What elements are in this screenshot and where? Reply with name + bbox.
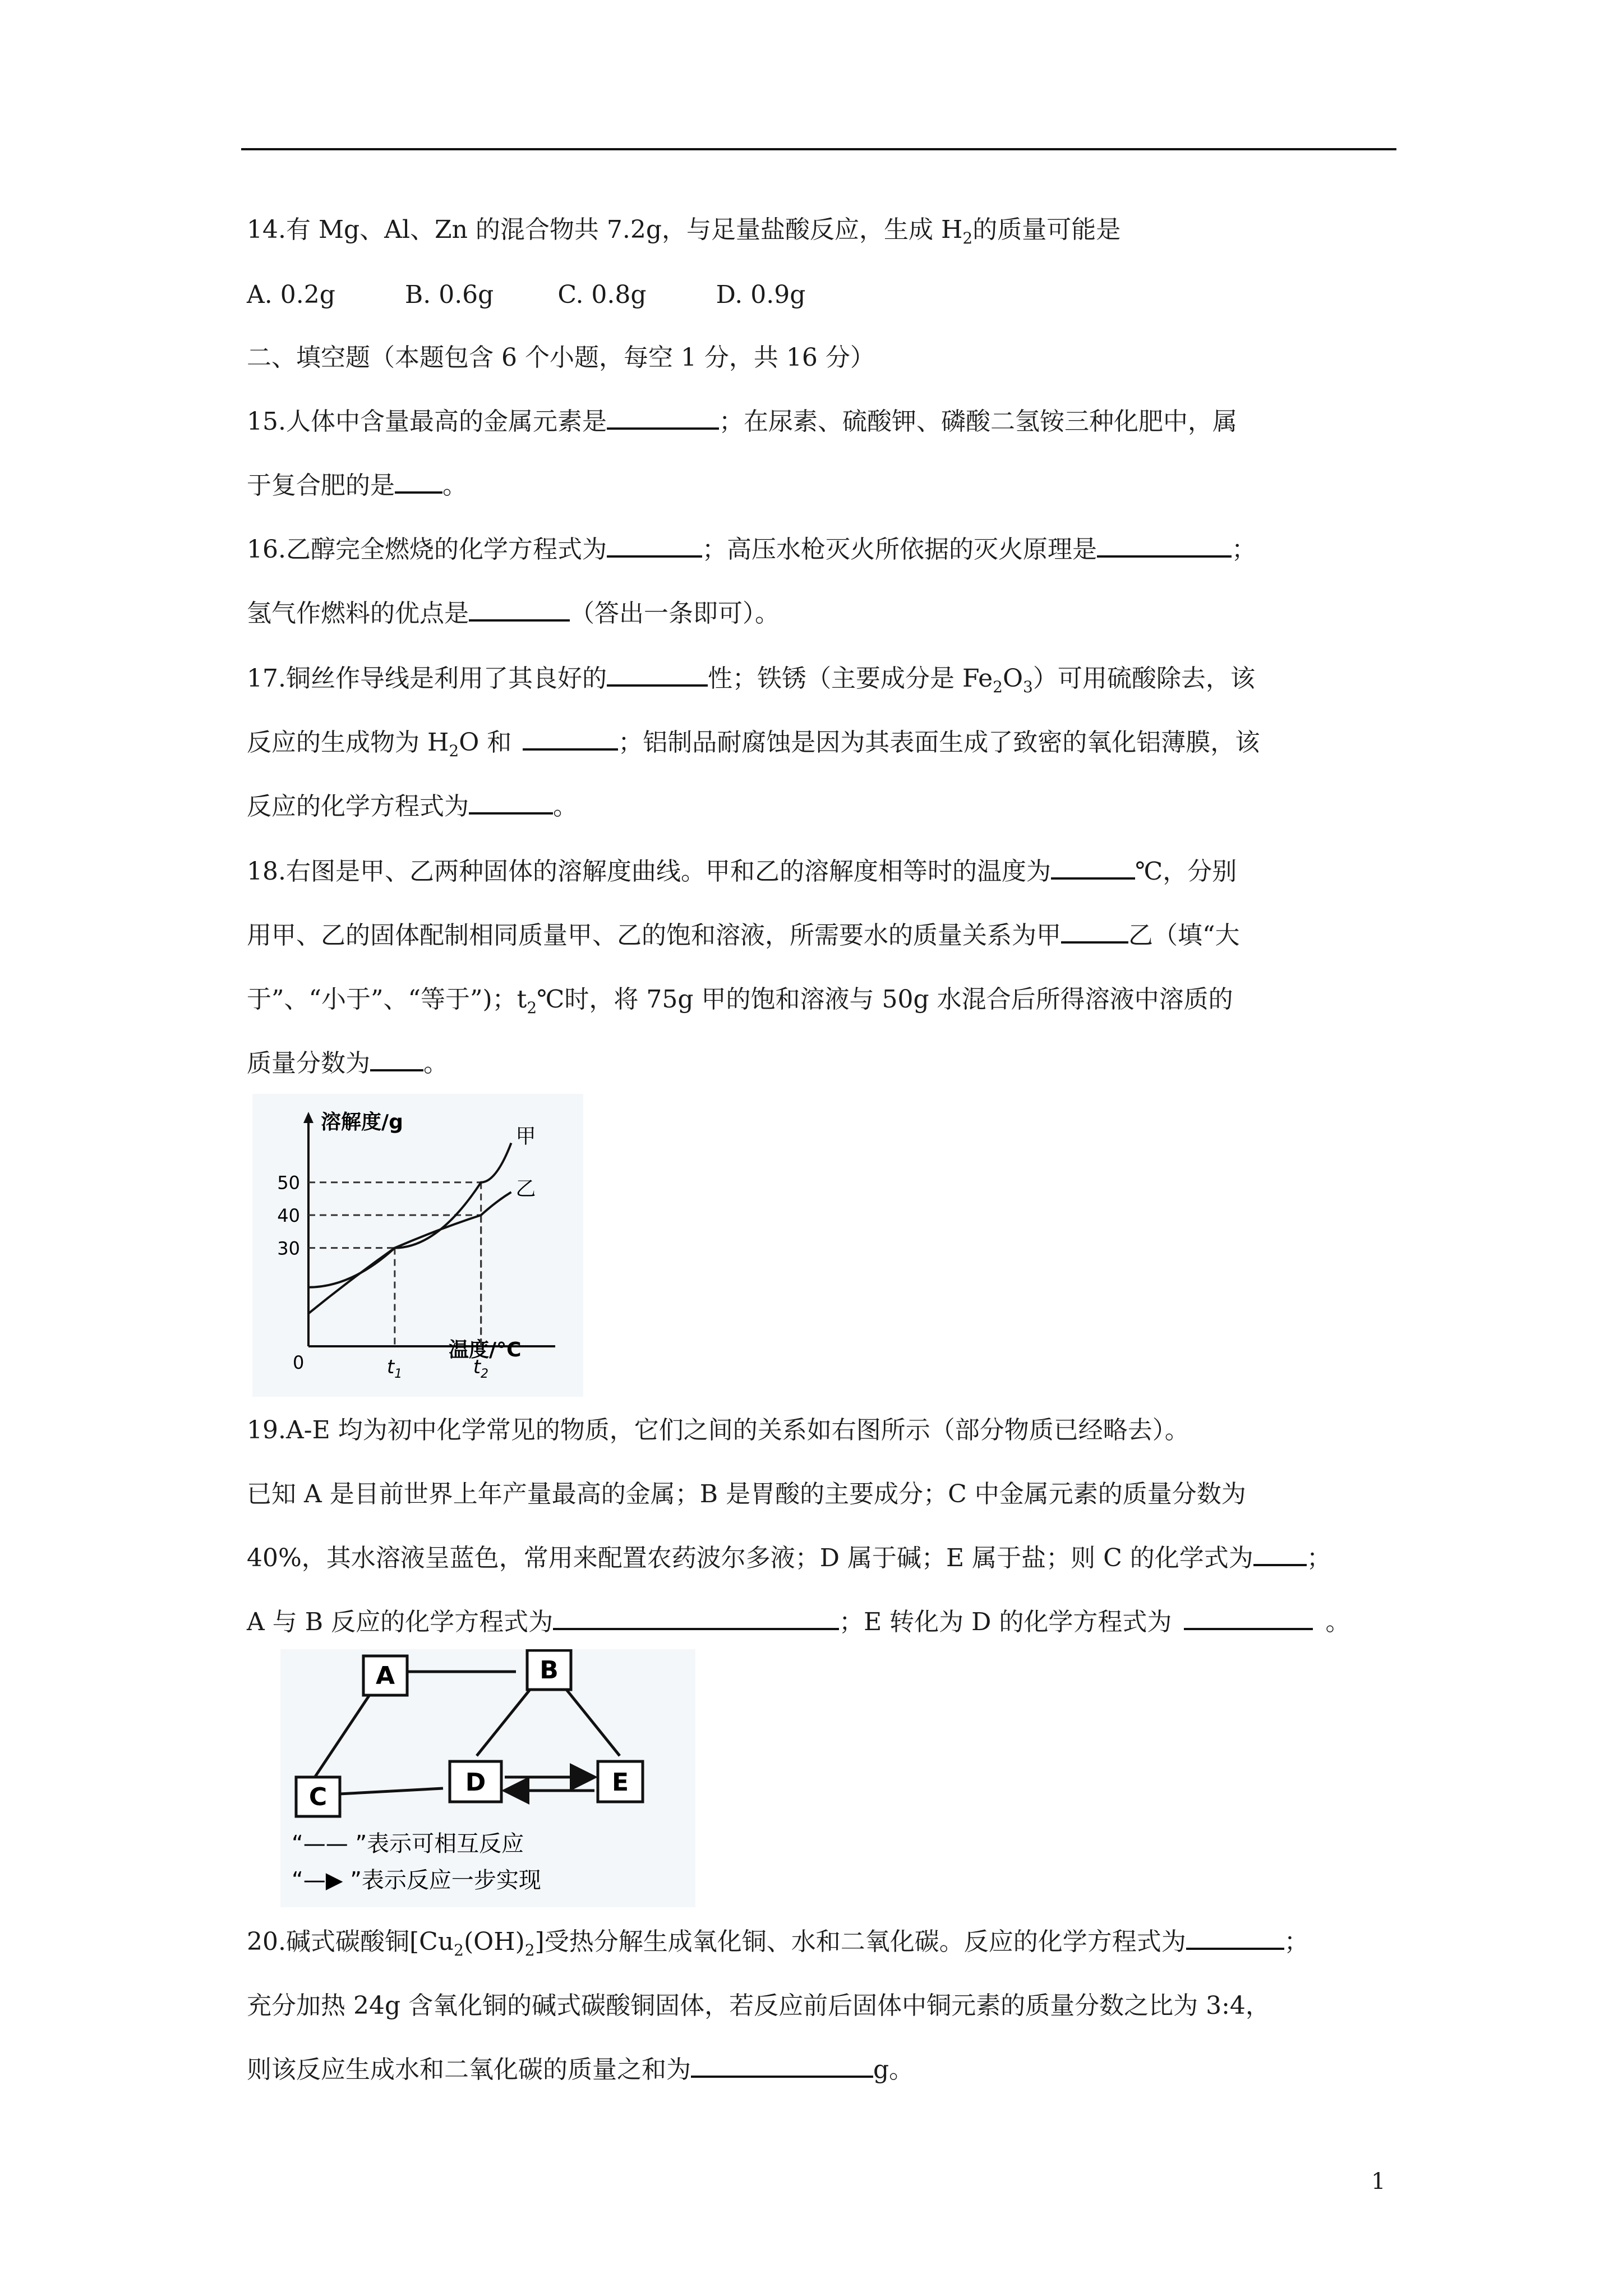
- q18-blank-2: [1061, 919, 1128, 944]
- origin-label: 0: [293, 1352, 305, 1373]
- page-number: 1: [1371, 2169, 1386, 2194]
- q19-line-2: 已知 A 是目前世界上年产量最高的金属；B 是胃酸的主要成分；C 中金属元素的质量分数为: [247, 1480, 1246, 1508]
- q19-line-1: 19.A-E 均为初中化学常见的物质，它们之间的关系如右图所示（部分物质已经略去）。: [247, 1416, 1189, 1444]
- edge-c-d: [339, 1788, 443, 1794]
- q16-blank-2: [1097, 533, 1232, 558]
- q18-line-4: 质量分数为 。: [247, 1047, 448, 1080]
- q14-options: [247, 278, 805, 312]
- q15-blank-2: [395, 469, 442, 494]
- node-b: [527, 1650, 571, 1690]
- q14-option-d: D. 0.9g: [716, 280, 806, 309]
- y-axis-arrow: [303, 1112, 313, 1123]
- legend-one-step: “—▶ ”表示反应一步实现: [292, 1867, 541, 1893]
- q17-line-3: 反应的化学方程式为 。: [247, 790, 578, 823]
- node-a: [363, 1656, 407, 1695]
- q20-line-1: 20.碱式碳酸铜$[Cu_2(OH)_2]$受热分解生成氧化铜、水和二氧化碳。反应的化学方程式为 ；: [247, 1925, 1309, 1967]
- q18-blank-3: [370, 1047, 423, 1071]
- q16-blank-3: [469, 597, 570, 622]
- edge-b-e: [566, 1690, 620, 1756]
- y-tick-label: 40: [277, 1205, 300, 1227]
- q18-line-3: 于”、“小于”、“等于”)；$t_2℃$时，将 75g 甲的饱和溶液与 50g 水混合后所得溶液中溶质的: [247, 985, 1233, 1017]
- q17-blank-1: [607, 662, 708, 687]
- q19-blank-2: [553, 1605, 839, 1630]
- x-axis-label: 温度/°C: [449, 1338, 522, 1361]
- q19-blank-1: [1253, 1542, 1307, 1566]
- svg-text:D: D: [465, 1768, 486, 1797]
- x-tick-label: $t_2$: [473, 1356, 489, 1381]
- legend-react: “—— ”表示可相互反应: [292, 1831, 524, 1857]
- svg-text:E: E: [611, 1768, 629, 1797]
- q18-line-1: 18.右图是甲、乙两种固体的溶解度曲线。甲和乙的溶解度相等时的温度为 ℃，分别: [247, 855, 1237, 889]
- node-c: [296, 1777, 340, 1816]
- q17-blank-2: [523, 726, 618, 751]
- q14-option-c: C. 0.8g: [557, 280, 647, 309]
- node-d: [450, 1761, 501, 1802]
- q18-line-2: 用甲、乙的固体配制相同质量甲、乙的饱和溶液，所需要水的质量关系为甲 乙（填“大: [247, 919, 1240, 953]
- solubility-chart-svg: [252, 1094, 583, 1397]
- q20-blank-2: [691, 2053, 873, 2078]
- header-rule: [241, 148, 1396, 150]
- q19-blank-3: [1184, 1605, 1313, 1630]
- relationship-diagram: [280, 1649, 695, 1907]
- q14-option-b: B. 0.6g: [404, 280, 494, 309]
- q20-line-3: 则该反应生成水和二氧化碳的质量之和为 g。: [247, 2053, 914, 2087]
- y-axis-label: 溶解度/g: [321, 1111, 403, 1134]
- q19-line-3: 40%，其水溶液呈蓝色，常用来配置农药波尔多液；D 属于碱；E 属于盐；则 C 的化学式为 ；: [247, 1542, 1331, 1575]
- q16-blank-1: [607, 533, 702, 558]
- series-label: 乙: [515, 1177, 536, 1201]
- q17-line-1: 17.铜丝作导线是利用了其良好的 性；铁锈（主要成分是 $Fe_2O_3$）可用硫酸除去，该: [247, 662, 1255, 704]
- q14-option-a: A. 0.2g: [247, 280, 335, 309]
- svg-text:B: B: [540, 1656, 559, 1685]
- y-tick-label: 30: [277, 1237, 300, 1259]
- q19-line-4: A 与 B 反应的化学方程式为 ；E 转化为 D 的化学方程式为 。: [247, 1605, 1350, 1639]
- q15-line-1: 15.人体中含量最高的金属元素是 ；在尿素、硫酸钾、磷酸二氢铵三种化肥中，属: [247, 405, 1237, 439]
- node-e: [598, 1761, 643, 1802]
- section-heading: 二、填空题（本题包含 6 个小题，每空 1 分，共 16 分）: [247, 343, 875, 372]
- series-label: 甲: [515, 1125, 536, 1148]
- q20-line-2: 充分加热 24g 含氧化铜的碱式碳酸铜固体，若反应前后固体中铜元素的质量分数之比为 3:4，: [247, 1991, 1270, 2020]
- q17-blank-3: [469, 790, 553, 815]
- solubility-chart: [252, 1094, 583, 1397]
- y-tick-label: 50: [277, 1172, 300, 1194]
- q16-line-2: 氢气作燃料的优点是 （答出一条即可）。: [247, 597, 780, 631]
- q14-stem: 14.有 Mg、Al、Zn 的混合物共 7.2g，与足量盐酸反应，生成 $H_2$的质量可能是: [247, 215, 1121, 247]
- edge-a-c: [314, 1694, 370, 1778]
- q15-blank-1: [607, 405, 719, 430]
- svg-text:A: A: [375, 1662, 395, 1690]
- relationship-diagram-svg: [280, 1649, 695, 1907]
- q16-line-1: 16.乙醇完全燃烧的化学方程式为 ；高压水枪灭火所依据的灭火原理是 ；: [247, 533, 1256, 567]
- edge-b-d: [477, 1690, 530, 1756]
- q17-line-2: 反应的生成物为 $H_2O$ 和 ；铝制品耐腐蚀是因为其表面生成了致密的氧化铝薄膜，该: [247, 726, 1260, 768]
- q15-line-2: 于复合肥的是 。: [247, 469, 467, 503]
- q18-blank-1: [1051, 855, 1135, 880]
- q20-blank-1: [1186, 1925, 1284, 1950]
- svg-text:C: C: [308, 1783, 328, 1811]
- x-tick-label: $t_1$: [386, 1356, 403, 1381]
